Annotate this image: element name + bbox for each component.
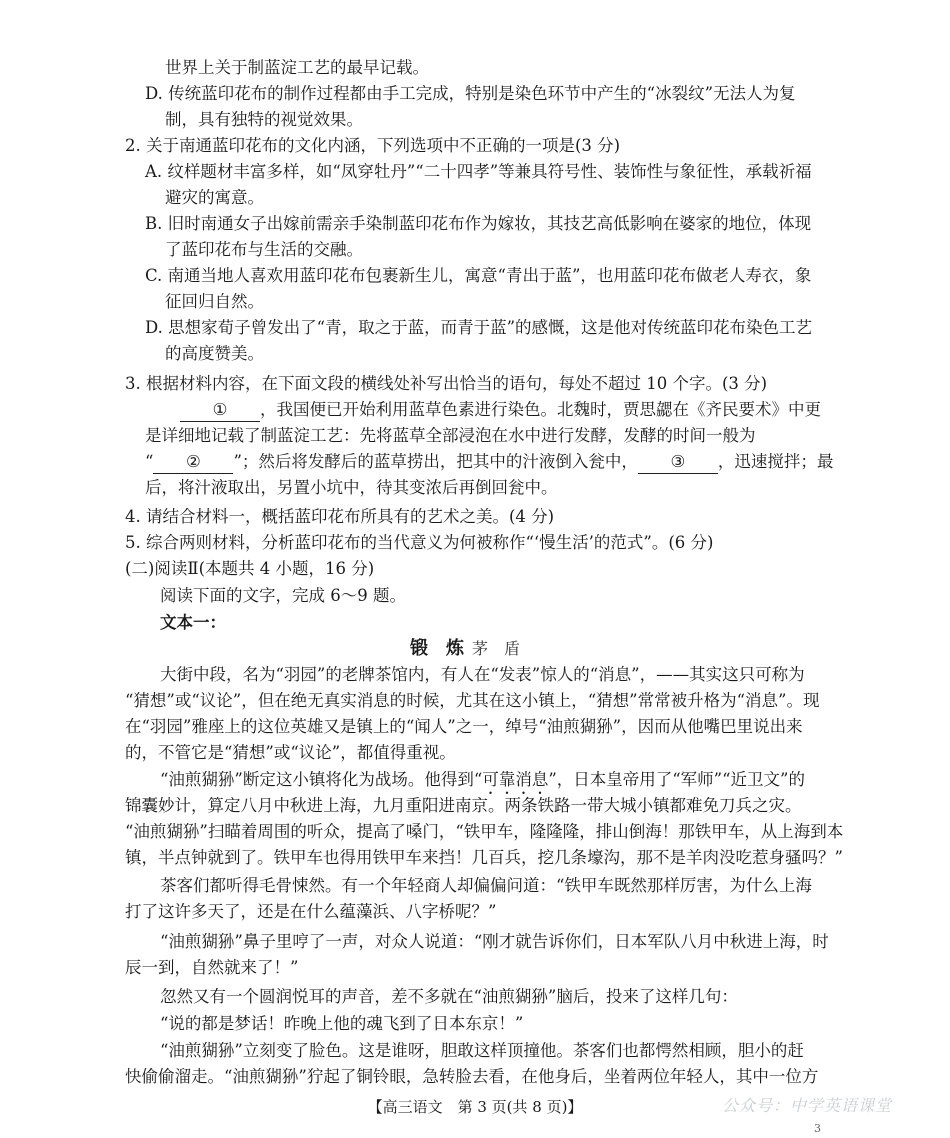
- title-char: 炼: [446, 638, 464, 659]
- watermark: 公众号：中学英语课堂: [722, 1096, 893, 1115]
- option-c: C. 南通当地人喜欢用蓝印花布包裹新生儿，寓意“青出于蓝”，也用蓝印花布做老人寿衣，象: [145, 266, 812, 285]
- paragraph-line: “油煎猢狲”鼻子里哼了一声，对众人说道：“刚才就告诉你们，日本军队八月中秋进上海，时: [160, 932, 829, 951]
- question-3: 3. 根据材料内容，在下面文段的横线处补写出恰当的语句，每处不超过 10 个字。(3 分): [125, 374, 768, 393]
- text-line: 世界上关于制蓝淀工艺的最早记载。: [165, 58, 429, 77]
- paragraph-line: 的，不管它是“猜想”或“议论”，都值得重视。: [125, 743, 456, 762]
- question-5: 5. 综合两则材料，分析蓝印花布的当代意义为何被称作“‘慢生活’的范式”。(6 分): [125, 533, 714, 552]
- page-footer: 【高三语文 第 3 页(共 8 页)】: [367, 1098, 583, 1116]
- blank-1[interactable]: ①: [180, 399, 260, 422]
- question-4: 4. 请结合材料一，概括蓝印花布所具有的艺术之美。(4 分): [125, 507, 555, 526]
- blank-3[interactable]: ③: [638, 451, 718, 474]
- passage-text: ，我国便已开始利用蓝草色素进行染色。北魏时，贾思勰在《齐民要术》中更: [260, 400, 821, 419]
- article-title: [410, 636, 520, 662]
- paragraph-line: 打了这许多天了，还是在什么蕴藻浜、八字桥呢？”: [125, 902, 497, 921]
- paragraph-line: “油煎猢狲”立刻变了脸色。这是谁呀，胆敢这样顶撞他。茶客们也都愕然相顾，胆小的赶: [160, 1041, 804, 1060]
- text-line: 了蓝印花布与生活的交融。: [165, 240, 363, 259]
- fill-passage-line: 后，将汁液取出，另置小坑中，待其变浓后再倒回瓮中。: [145, 478, 558, 497]
- question-2: 2. 关于南通蓝印花布的文化内涵，下列选项中不正确的一项是(3 分): [125, 136, 621, 155]
- option-a: A. 纹样题材丰富多样，如“凤穿牡丹”“二十四孝”等兼具符号性、装饰性与象征性，承载祈福: [145, 162, 812, 181]
- fill-passage-line: 是详细地记载了制蓝淀工艺：先将蓝草全部浸泡在水中进行发酵，发酵的时间一般为: [145, 426, 756, 445]
- paragraph-line: 辰一到，自然就来了！”: [125, 958, 299, 977]
- paragraph-line: “猜想”或“议论”，但在绝无真实消息的时候，尤其在这小镇上，“猜想”常常被升格为“消息”。现: [125, 691, 820, 710]
- option-d: D. 思想家荀子曾发出了“青，取之于蓝，而青于蓝”的感慨，这是他对传统蓝印花布染色工艺: [145, 318, 813, 337]
- passage-text: ”；然后将发酵后的蓝草捞出，把其中的汁液倒入瓮中，: [233, 452, 638, 471]
- text-line: 的高度赞美。: [165, 344, 264, 363]
- blank-2[interactable]: ②: [153, 451, 233, 474]
- emphasized-text: 可靠消息: [482, 770, 549, 789]
- text-line: 征回归自然。: [165, 292, 264, 311]
- option-d: D. 传统蓝印花布的制作过程都由手工完成，特别是染色环节中产生的“冰裂纹”无法人为复: [145, 84, 796, 103]
- text-line: 制，具有独特的视觉效果。: [165, 110, 363, 129]
- paragraph-line: 大街中段，名为“羽园”的老牌茶馆内，有人在“发表”惊人的“消息”，——其实这只可称为: [160, 665, 805, 684]
- passage-text: “: [145, 452, 154, 471]
- author: 茅 盾: [472, 639, 521, 658]
- instruction: 阅读下面的文字，完成 6～9 题。: [160, 586, 406, 605]
- option-b: B. 旧时南通女子出嫁前需亲手染制蓝印花布作为嫁妆，其技艺高低影响在婆家的地位，体现: [145, 214, 812, 233]
- page-number-mark: 3: [814, 1122, 821, 1135]
- paragraph-text: ”，日本皇帝用了“军师”“近卫文”的: [548, 770, 805, 789]
- section-heading: (二)阅读Ⅱ(本题共 4 小题，16 分): [125, 559, 375, 578]
- paragraph-line: “说的都是梦话！昨晚上他的魂飞到了日本东京！”: [160, 1014, 524, 1033]
- text-label: 文本一：: [160, 613, 226, 632]
- fill-passage-line: [180, 397, 821, 423]
- paragraph-line: 镇，半点钟就到了。铁甲车也得用铁甲车来挡！几百兵，挖几条壕沟，那不是羊肉没吃惹身骚吗？”: [125, 848, 843, 867]
- paragraph-line: 锦囊妙计，算定八月中秋进上海，九月重阳进南京。两条铁路一带大城小镇都难免刀兵之灾。: [125, 796, 802, 815]
- paragraph-line: 茶客们都听得毛骨悚然。有一个年轻商人却偏偏问道：“铁甲车既然那样厉害，为什么上海: [160, 876, 812, 895]
- passage-text: ，迅速搅拌；最: [717, 452, 834, 471]
- fill-passage-line: [145, 449, 833, 475]
- text-line: 避灾的寓意。: [165, 188, 264, 207]
- paragraph-line: 快偷偷溜走。“油煎猢狲”狞起了铜铃眼，急转脸去看，在他身后，坐着两位年轻人，其中一位方: [125, 1067, 819, 1086]
- paragraph-line: 在“羽园”雅座上的这位英雄又是镇上的“闻人”之一，绰号“油煎猢狲”，因而从他嘴巴里说出来: [125, 717, 803, 736]
- paragraph-line: 忽然又有一个圆润悦耳的声音，差不多就在“油煎猢狲”脑后，投来了这样几句：: [160, 987, 738, 1006]
- paragraph-line: “油煎猢狲”扫瞄着周围的听众，提高了嗓门，“铁甲车，隆隆隆，排山倒海！那铁甲车，从上海到本: [125, 822, 844, 841]
- title-char: 锻: [410, 638, 428, 659]
- paragraph-text: “油煎猢狲”断定这小镇将化为战场。他得到“: [160, 770, 483, 789]
